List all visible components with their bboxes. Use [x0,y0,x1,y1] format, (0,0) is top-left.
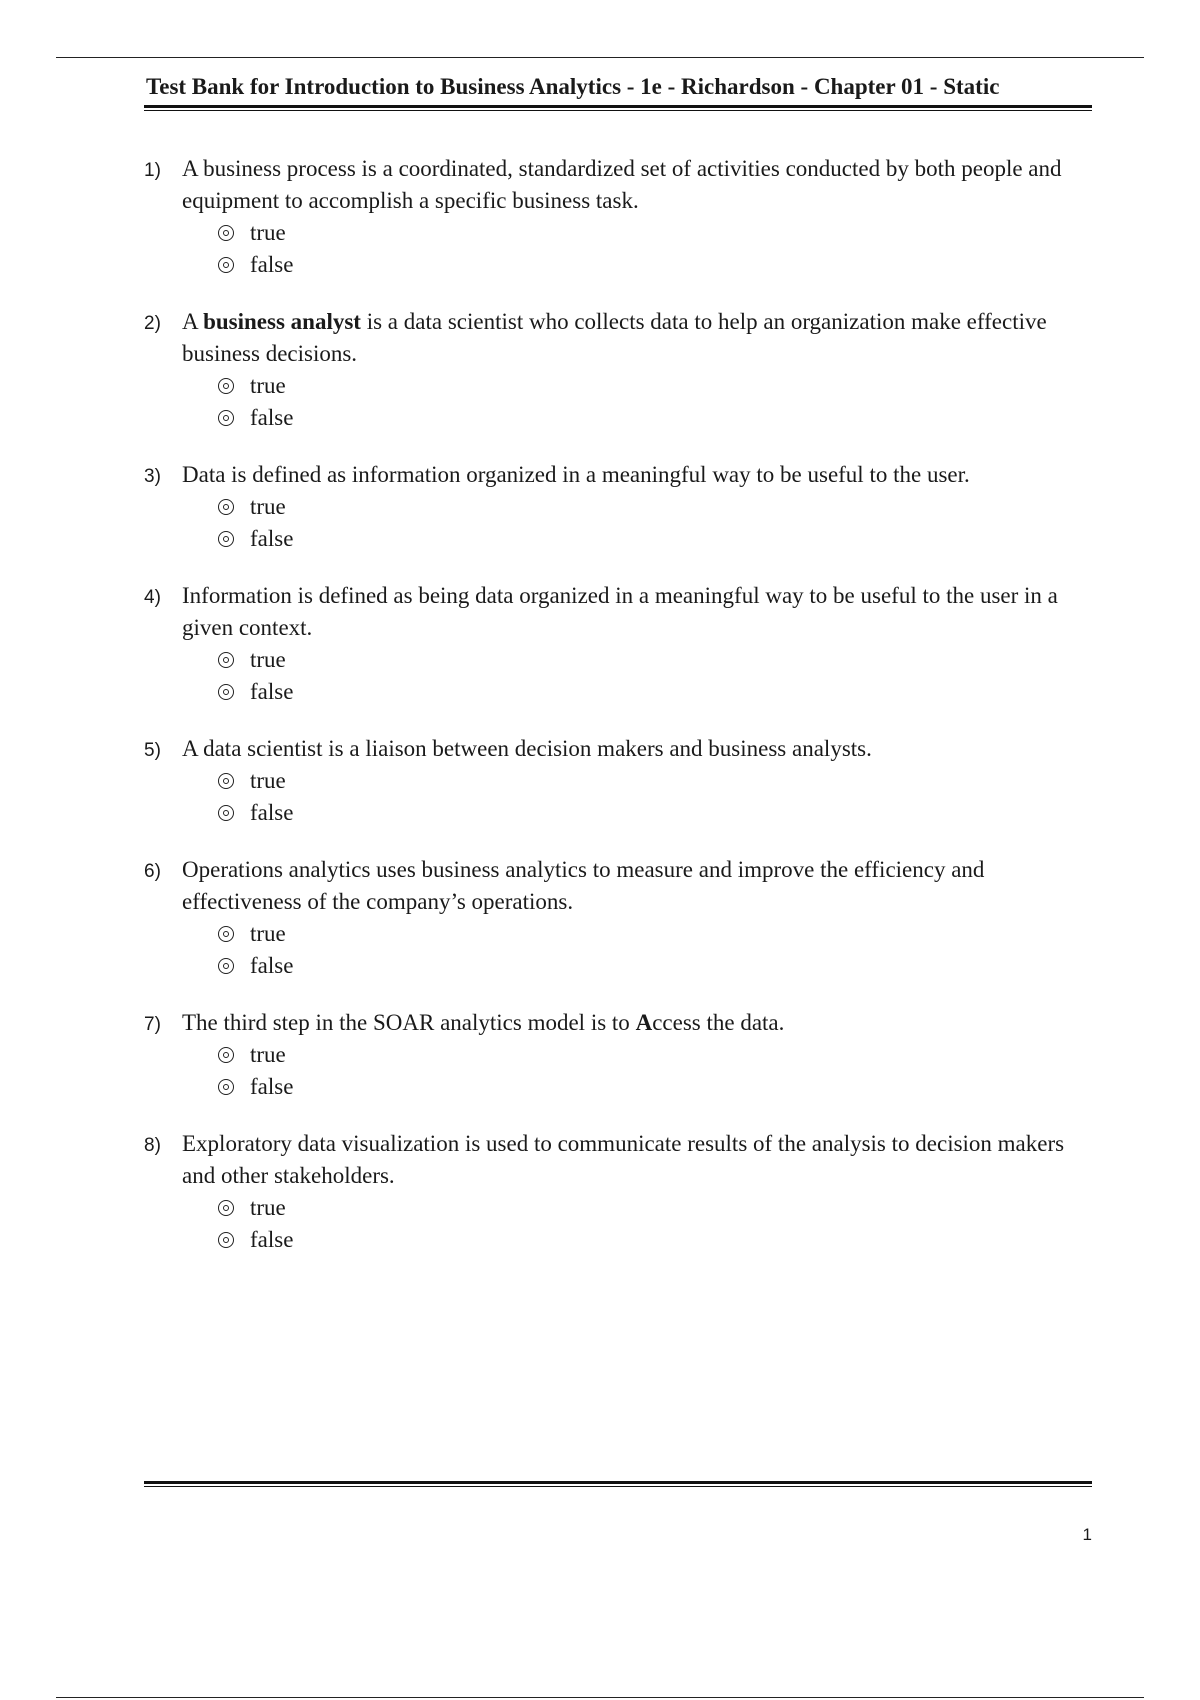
answer-options [218,491,1092,555]
radio-circle-icon[interactable] [218,958,234,974]
question-number: 5) [144,740,161,761]
answer-option-false[interactable] [218,402,1092,434]
answer-option-true[interactable] [218,491,1092,523]
question-text-segment: A business process is a coordinated, standardized set of activities conducted by both people and equipment to accomplish a specific business task. [182,156,1062,213]
radio-circle-icon[interactable] [218,499,234,515]
question-number: 1) [144,160,161,181]
header-double-rule [144,105,1092,111]
answer-option-label: false [250,800,294,825]
radio-circle-icon[interactable] [218,1200,234,1216]
page-header [144,72,1092,111]
question-text-bold: A [635,1010,653,1035]
answer-options [218,644,1092,708]
question-number: 7) [144,1014,161,1035]
answer-option-false[interactable] [218,1224,1092,1256]
answer-option-label: true [250,921,286,946]
radio-circle-icon[interactable] [218,257,234,273]
answer-option-false[interactable] [218,249,1092,281]
question-item [144,580,1092,708]
question-text-segment: ccess the data. [652,1010,785,1035]
answer-option-false[interactable] [218,797,1092,829]
question-text-segment: A [182,309,204,334]
radio-circle-icon[interactable] [218,1232,234,1248]
answer-options [218,1039,1092,1103]
radio-circle-icon[interactable] [218,652,234,668]
page-bottom-rule [56,1697,1144,1698]
page-top-rule [56,57,1144,58]
question-item [144,854,1092,982]
question-text-segment: Exploratory data visualization is used to communicate results of the analysis to decision makers and other stakeholders. [182,1131,1065,1188]
answer-options [218,1192,1092,1256]
question-text [182,459,1092,491]
question-number: 2) [144,313,161,334]
question-item [144,1128,1092,1256]
answer-option-label: false [250,953,294,978]
question-text [182,1007,1092,1039]
question-text-segment: A data scientist is a liaison between decision makers and business analysts. [182,736,872,761]
question-text [182,854,1092,918]
question-item [144,306,1092,434]
question-item [144,153,1092,281]
question-text-segment: Information is defined as being data organized in a meaningful way to be useful to the user in a given context. [182,583,1058,640]
question-number: 8) [144,1135,161,1156]
answer-option-label: false [250,679,294,704]
question-number: 3) [144,466,161,487]
answer-option-label: true [250,494,286,519]
answer-option-label: false [250,1074,294,1099]
answer-option-true[interactable] [218,765,1092,797]
question-text-segment: Operations analytics uses business analytics to measure and improve the efficiency and effectiveness of the company’s operations. [182,857,985,914]
answer-option-label: false [250,1227,294,1252]
radio-circle-icon[interactable] [218,926,234,942]
question-number: 6) [144,861,161,882]
page-title: Test Bank for Introduction to Business Analytics - 1e - Richardson - Chapter 01 - Static [146,74,1000,99]
answer-options [218,370,1092,434]
answer-options [218,765,1092,829]
question-item [144,1007,1092,1103]
question-text-bold: business analyst [203,309,361,334]
answer-option-label: true [250,647,286,672]
question-text [182,153,1092,217]
answer-option-true[interactable] [218,1039,1092,1071]
radio-circle-icon[interactable] [218,225,234,241]
radio-circle-icon[interactable] [218,378,234,394]
answer-options [218,918,1092,982]
answer-option-true[interactable] [218,918,1092,950]
question-text-segment: Data is defined as information organized in a meaningful way to be useful to the user. [182,462,970,487]
answer-option-label: false [250,405,294,430]
answer-option-true[interactable] [218,370,1092,402]
answer-option-false[interactable] [218,676,1092,708]
answer-option-label: false [250,526,294,551]
answer-option-true[interactable] [218,217,1092,249]
radio-circle-icon[interactable] [218,410,234,426]
answer-option-label: true [250,220,286,245]
question-number: 4) [144,587,161,608]
answer-options [218,217,1092,281]
answer-option-true[interactable] [218,1192,1092,1224]
question-text-segment: The third step in the SOAR analytics model is to [182,1010,636,1035]
radio-circle-icon[interactable] [218,773,234,789]
radio-circle-icon[interactable] [218,1079,234,1095]
radio-circle-icon[interactable] [218,805,234,821]
answer-option-label: true [250,1195,286,1220]
question-text [182,733,1092,765]
answer-option-false[interactable] [218,950,1092,982]
radio-circle-icon[interactable] [218,531,234,547]
answer-option-true[interactable] [218,644,1092,676]
answer-option-false[interactable] [218,1071,1092,1103]
question-item [144,733,1092,829]
answer-option-false[interactable] [218,523,1092,555]
question-item [144,459,1092,555]
answer-option-label: false [250,252,294,277]
answer-option-label: true [250,1042,286,1067]
radio-circle-icon[interactable] [218,1047,234,1063]
footer-double-rule [144,1481,1092,1487]
question-text [182,306,1092,370]
answer-option-label: true [250,768,286,793]
question-text [182,580,1092,644]
answer-option-label: true [250,373,286,398]
question-text-segment: is a data scientist who collects data to help an organization make effective business decisions. [182,309,1047,366]
question-list [144,153,1092,1281]
page-number: 1 [1082,1525,1092,1544]
radio-circle-icon[interactable] [218,684,234,700]
question-text [182,1128,1092,1192]
